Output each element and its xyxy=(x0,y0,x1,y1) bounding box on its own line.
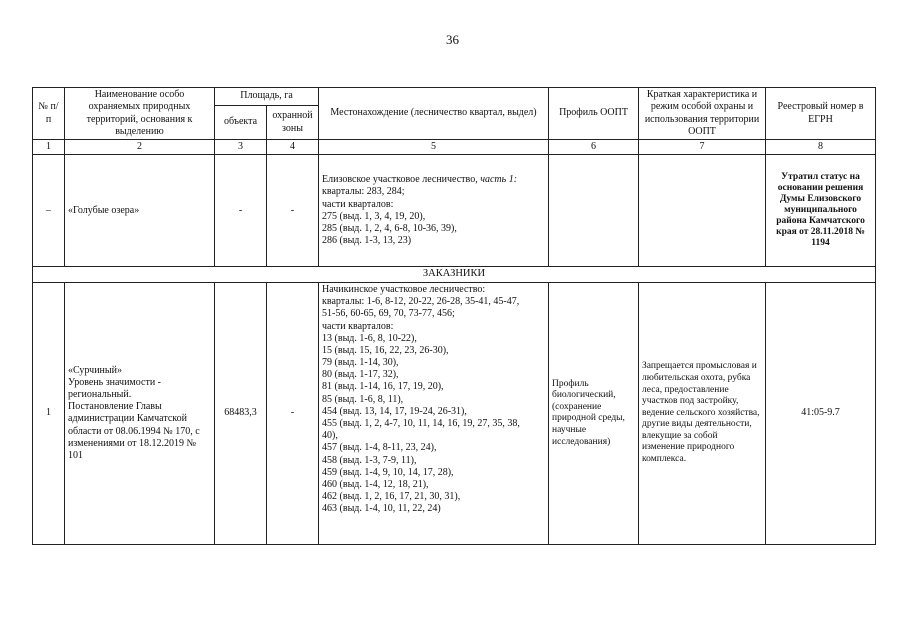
row-registry: 41:05-9.7 xyxy=(766,282,876,544)
row-characteristic xyxy=(639,155,766,267)
location-line: 81 (выд. 1-14, 16, 17, 19, 20), xyxy=(322,381,444,393)
column-number: 6 xyxy=(549,140,639,155)
protected-areas-table xyxy=(32,87,876,545)
location-line: 458 (выд. 1-3, 7-9, 11), xyxy=(322,454,417,466)
location-line: 460 (выд. 1-4, 12, 18, 21), xyxy=(322,478,429,490)
header-area-zone: охранной зоны xyxy=(267,106,319,140)
column-number: 2 xyxy=(65,140,215,155)
location-line: 457 (выд. 1-4, 8-11, 23, 24), xyxy=(322,442,437,454)
row-number: 1 xyxy=(33,282,65,544)
location-line: 51-56, 60-65, 69, 70, 73-77, 456; xyxy=(322,308,455,320)
location-part: часть 1: xyxy=(480,174,518,186)
location-line: 455 (выд. 1, 2, 4-7, 10, 11, 14, 16, 19, 27, 35, 38, xyxy=(322,418,520,430)
column-number: 3 xyxy=(215,140,267,155)
location-line: Начикинское участковое лесничество: xyxy=(322,283,486,295)
column-number: 5 xyxy=(319,140,549,155)
row-profile xyxy=(549,155,639,267)
header-area-group: Площадь, га xyxy=(215,88,319,106)
column-number: 8 xyxy=(766,140,876,155)
location-line: части кварталов: xyxy=(322,198,394,210)
table-row-lakes xyxy=(33,155,876,267)
location-line: 462 (выд. 1, 2, 16, 17, 21, 30, 31), xyxy=(322,491,461,503)
location-line: 275 (выд. 1, 3, 4, 19, 20), xyxy=(322,210,426,222)
location-line: 463 (выд. 1-4, 10, 11, 22, 24) xyxy=(322,503,441,515)
location-line: 454 (выд. 13, 14, 17, 19-24, 26-31), xyxy=(322,405,467,417)
row-name xyxy=(65,282,215,544)
row-zone: - xyxy=(267,155,319,267)
header-registry: Реестровый номер в ЕГРН xyxy=(766,88,876,140)
location-line: 285 (выд. 1, 2, 4, 6-8, 10-36, 39), xyxy=(322,222,457,234)
table-row-surchiny xyxy=(33,282,876,544)
location-line: части кварталов: xyxy=(322,320,394,332)
name-line: Постановление Главы администрации Камчатской области от 08.06.1994 № 170, с изменениями от 18.12.2019 № 101 xyxy=(68,401,200,462)
header-location: Местонахождение (лесничество квартал, выдел) xyxy=(319,88,549,140)
location-line: 13 (выд. 1-6, 8, 10-22), xyxy=(322,332,417,344)
location-line: 80 (выд. 1-17, 32), xyxy=(322,369,399,381)
location-line: 40), xyxy=(322,430,338,442)
header-profile: Профиль ООПТ xyxy=(549,88,639,140)
header-number: № п/п xyxy=(33,88,65,140)
row-location xyxy=(319,282,549,544)
row-characteristic: Запрещается промысловая и любительская охота, рубка леса, предоставление участков под застройку, ведение сельского хозяйства, другие виды деятельности, влекущие за собой изменение природного комплекса. xyxy=(639,282,766,544)
header-area-object: объекта xyxy=(215,106,267,140)
location-line: 85 (выд. 1-6, 8, 11), xyxy=(322,393,404,405)
location-prefix: Елизовское участковое лесничество, xyxy=(322,174,481,186)
row-area: 68483,3 xyxy=(215,282,267,544)
row-area: - xyxy=(215,155,267,267)
location-line: 15 (выд. 15, 16, 22, 23, 26-30), xyxy=(322,344,449,356)
location-line: кварталы: 283, 284; xyxy=(322,186,405,198)
row-number: – xyxy=(33,155,65,267)
name-line: Уровень значимости - региональный. xyxy=(68,376,162,401)
row-profile: Профиль биологический, (сохранение природной среды, научные исследования) xyxy=(549,282,639,544)
location-line: 286 (выд. 1-3, 13, 23) xyxy=(322,235,412,247)
column-number: 1 xyxy=(33,140,65,155)
row-registry-status: Утратил статус на основании решения Думы Елизовского муниципального района Камчатского края от 28.11.2018 № 1194 xyxy=(766,155,876,267)
row-zone: - xyxy=(267,282,319,544)
header-characteristic: Краткая характеристика и режим особой охраны и использования территории ООПТ xyxy=(639,88,766,140)
column-number: 4 xyxy=(267,140,319,155)
location-line: 79 (выд. 1-14, 30), xyxy=(322,357,399,369)
row-location xyxy=(319,155,549,267)
location-line: кварталы: 1-6, 8-12, 20-22, 26-28, 35-41, 45-47, xyxy=(322,296,520,308)
column-number: 7 xyxy=(639,140,766,155)
name-line: «Сурчиный» xyxy=(68,364,122,376)
header-name: Наименование особо охраняемых природных территорий, основания к выделению xyxy=(65,88,215,140)
section-title: ЗАКАЗНИКИ xyxy=(33,267,876,283)
page-number: 36 xyxy=(446,32,459,47)
row-name: «Голубые озера» xyxy=(65,155,215,267)
location-line: 459 (выд. 1-4, 9, 10, 14, 17, 28), xyxy=(322,466,454,478)
